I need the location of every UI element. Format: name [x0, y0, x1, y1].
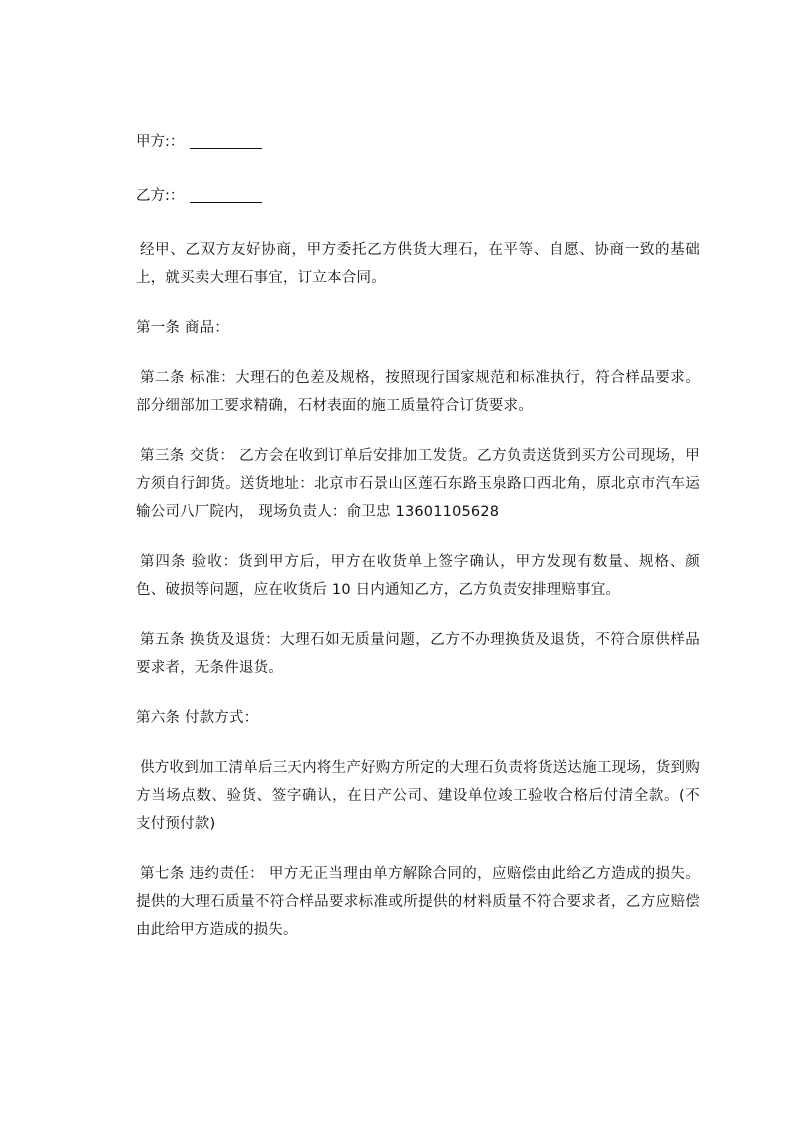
- article-1: 第一条 商品：: [136, 320, 230, 336]
- party-b-blank: [190, 184, 262, 203]
- contract-body: [136, 128, 700, 944]
- party-a-blank: [190, 130, 262, 149]
- article-3: 第三条 交货： 乙方会在收到订单后安排加工发货。乙方负责送货到买方公司现场，甲方须自行卸货。送货地址：北京市石景山区莲石东路玉泉路口西北角，原北京市汽车运输公司八厂院内， 现场负责人：俞卫忠 13601105628: [136, 448, 700, 520]
- party-a-label: 甲方:：: [136, 134, 185, 150]
- intro-paragraph: 经甲、乙双方友好协商，甲方委托乙方供货大理石，在平等、自愿、协商一致的基础上，就买卖大理石事宜，订立本合同。: [136, 242, 700, 286]
- article-2: 第二条 标准：大理石的色差及规格，按照现行国家规范和标准执行，符合样品要求。 部分细部加工要求精确，石材表面的施工质量符合订货要求。: [136, 370, 700, 414]
- article-4: 第四条 验收：货到甲方后，甲方在收货单上签字确认，甲方发现有数量、规格、颜色、破损等问题，应在收货后 10 日内通知乙方，乙方负责安排理赔事宜。: [136, 554, 700, 598]
- article-7: 第七条 违约责任： 甲方无正当理由单方解除合同的，应赔偿由此给乙方造成的损失。提供的大理石质量不符合样品要求标准或所提供的材料质量不符合要求者，乙方应赔偿由此给甲方造成的损失。: [136, 866, 700, 938]
- article-5: 第五条 换货及退货：大理石如无质量问题，乙方不办理换货及退货，不符合原供样品要求者，无条件退货。: [136, 632, 700, 676]
- article-6-body: 供方收到加工清单后三天内将生产好购方所定的大理石负责将货送达施工现场，货到购方当场点数、验货、签字确认，在日产公司、建设单位竣工验收合格后付清全款。(不支付预付款): [136, 760, 700, 832]
- party-b-label: 乙方:：: [136, 188, 185, 204]
- party-a-line: [136, 128, 700, 156]
- party-b-line: [136, 182, 700, 210]
- article-6-title: 第六条 付款方式：: [136, 710, 259, 726]
